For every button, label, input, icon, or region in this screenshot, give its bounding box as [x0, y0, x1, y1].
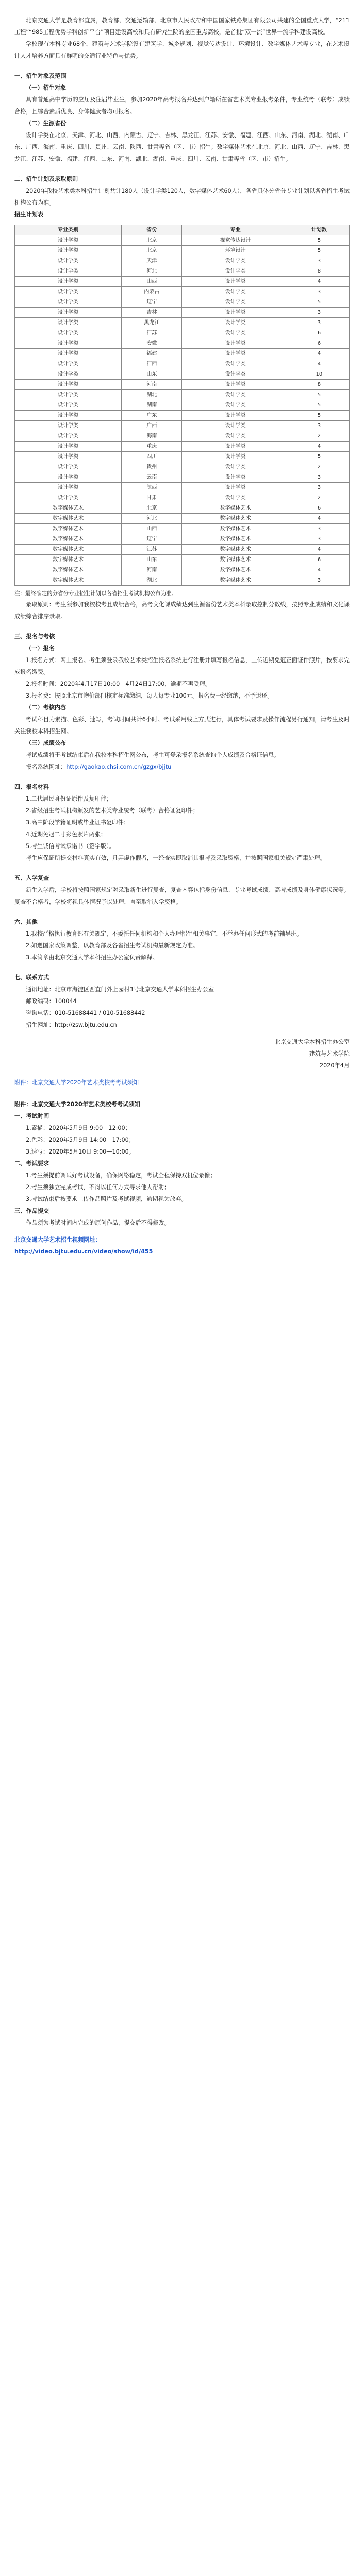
- table-cell: 设计学类: [182, 266, 289, 277]
- intro-paragraph: 学校现有本科专业68个，建筑与艺术学院设有建筑学、城乡规划、视觉传达设计、环境设计、数字媒体艺术等专业，在艺术设计人才培养方面具有鲜明的交通行业特色与优势。: [14, 41, 350, 59]
- table-cell: 福建: [122, 349, 182, 359]
- contact-postcode: 邮政编码：100044: [26, 998, 77, 1005]
- signoff-org: 北京交通大学本科招生办公室: [274, 1039, 350, 1045]
- table-cell: 设计学类: [15, 380, 122, 390]
- table-cell: 设计学类: [182, 493, 289, 503]
- table-cell: 设计学类: [15, 256, 122, 266]
- table-cell: 5: [289, 390, 349, 400]
- table-cell: 环境设计: [182, 246, 289, 256]
- table-row: [15, 277, 350, 287]
- table-cell: 河北: [122, 266, 182, 277]
- table-cell: 江苏: [122, 328, 182, 338]
- appendix-subtitle: 一、考试时间: [14, 1113, 49, 1120]
- table-row: [15, 575, 350, 586]
- appendix-subtitle: 二、考试要求: [14, 1160, 49, 1167]
- document-page: [0, 0, 364, 1267]
- table-cell: 山东: [122, 555, 182, 565]
- subsection-title: （二）考核内容: [26, 704, 67, 711]
- section-title: 七、联系方式: [14, 974, 49, 981]
- table-row: [15, 400, 350, 411]
- contact-web: 招生网址：http://zsw.bjtu.edu.cn: [26, 1022, 117, 1028]
- table-cell: 山西: [122, 524, 182, 534]
- table-cell: 数字媒体艺术: [182, 534, 289, 545]
- table-header: 专业: [182, 225, 289, 235]
- table-cell: 3: [289, 483, 349, 493]
- table-row: [15, 452, 350, 462]
- table-cell: 湖南: [122, 400, 182, 411]
- table-cell: 设计学类: [182, 411, 289, 421]
- table-cell: 设计学类: [182, 452, 289, 462]
- table-cell: 四川: [122, 452, 182, 462]
- table-cell: 3: [289, 472, 349, 483]
- signoff-org2: 建筑与艺术学院: [309, 1050, 350, 1057]
- table-row: [15, 369, 350, 380]
- table-cell: 数字媒体艺术: [15, 565, 122, 575]
- section-title: 三、报名与考核: [14, 633, 55, 640]
- table-cell: 辽宁: [122, 534, 182, 545]
- table-cell: 3: [289, 524, 349, 534]
- table-row: [15, 380, 350, 390]
- table-cell: 设计学类: [182, 349, 289, 359]
- paragraph: 具有普通高中学历的应届及往届毕业生，参加2020年高考报名并达到户籍所在省艺术类专业报考条件，专业统考（联考）成绩合格，且综合素质优良、身体健康者均可报名。: [14, 96, 350, 115]
- table-cell: 设计学类: [182, 328, 289, 338]
- table-row: [15, 297, 350, 308]
- table-cell: 设计学类: [182, 431, 289, 442]
- table-cell: 数字媒体艺术: [182, 555, 289, 565]
- table-cell: 设计学类: [182, 472, 289, 483]
- list-item: 2.色彩：2020年5月9日 14:00—17:00；: [26, 1137, 135, 1143]
- registration-link[interactable]: http://gaokao.chsi.com.cn/gzgx/bjjtu: [66, 764, 172, 770]
- table-cell: 数字媒体艺术: [182, 524, 289, 534]
- video-label: 北京交通大学艺术招生视频网址：: [14, 1236, 101, 1243]
- table-cell: 河南: [122, 565, 182, 575]
- table-cell: 设计学类: [15, 483, 122, 493]
- table-row: [15, 328, 350, 338]
- table-cell: 5: [289, 400, 349, 411]
- table-cell: 设计学类: [182, 256, 289, 266]
- table-cell: 设计学类: [15, 246, 122, 256]
- table-row: [15, 534, 350, 545]
- table-cell: 云南: [122, 472, 182, 483]
- table-cell: 贵州: [122, 462, 182, 472]
- table-cell: 数字媒体艺术: [15, 514, 122, 524]
- table-cell: 湖北: [122, 390, 182, 400]
- table-cell: 8: [289, 380, 349, 390]
- table-cell: 湖北: [122, 575, 182, 586]
- table-cell: 6: [289, 328, 349, 338]
- table-row: [15, 472, 350, 483]
- table-cell: 设计学类: [15, 308, 122, 318]
- table-cell: 数字媒体艺术: [182, 565, 289, 575]
- section-title: 二、招生计划及录取原则: [14, 176, 78, 182]
- list-item: 3.考试结束后按要求上传作品照片及考试视频，逾期视为放弃。: [26, 1196, 187, 1202]
- paragraph: 考试科目为素描、色彩、速写，考试时间共计6小时。考试采用线上方式进行，具体考试要求及操作流程另行通知，请考生及时关注我校本科招生网。: [14, 716, 350, 735]
- paragraph: 考试成绩将于考试结束后在我校本科招生网公布，考生可登录报名系统查询个人成绩及合格证信息。: [26, 752, 280, 758]
- subsection-title: （一）报名: [26, 645, 55, 652]
- table-cell: 数字媒体艺术: [15, 503, 122, 514]
- table-cell: 辽宁: [122, 297, 182, 308]
- table-cell: 4: [289, 277, 349, 287]
- table-row: [15, 411, 350, 421]
- table-cell: 4: [289, 545, 349, 555]
- table-row: [15, 287, 350, 297]
- table-cell: 5: [289, 452, 349, 462]
- table-cell: 4: [289, 565, 349, 575]
- table-cell: 8: [289, 266, 349, 277]
- table-cell: 6: [289, 338, 349, 349]
- table-cell: 内蒙古: [122, 287, 182, 297]
- paragraph: 作品须为考试时间内完成的原创作品，提交后不得修改。: [26, 1219, 170, 1226]
- list-item: 2.考生须独立完成考试，不得以任何方式寻求他人帮助；: [26, 1184, 170, 1191]
- table-cell: 设计学类: [182, 462, 289, 472]
- table-cell: 设计学类: [15, 411, 122, 421]
- video-link[interactable]: http://video.bjtu.edu.cn/video/show/id/455: [14, 1248, 153, 1255]
- table-cell: 3: [289, 421, 349, 431]
- table-cell: 设计学类: [15, 369, 122, 380]
- table-cell: 4: [289, 442, 349, 452]
- table-cell: 重庆: [122, 442, 182, 452]
- list-item: 1.素描：2020年5月9日 9:00—12:00；: [26, 1125, 131, 1131]
- table-row: [15, 503, 350, 514]
- subsection-title: （二）生源省份: [26, 120, 67, 127]
- table-cell: 设计学类: [15, 452, 122, 462]
- table-cell: 3: [289, 575, 349, 586]
- section-title: 一、招生对象及范围: [14, 73, 67, 79]
- table-cell: 数字媒体艺术: [15, 555, 122, 565]
- table-cell: 10: [289, 369, 349, 380]
- appendix-subtitle: 三、作品提交: [14, 1208, 49, 1214]
- table-cell: 设计学类: [15, 431, 122, 442]
- paragraph: 1.我校严格执行教育部有关规定，不委托任何机构和个人办理招生相关事宜，不举办任何形式的考前辅导班。: [26, 930, 303, 937]
- table-cell: 数字媒体艺术: [182, 514, 289, 524]
- table-cell: 设计学类: [15, 328, 122, 338]
- table-cell: 广东: [122, 411, 182, 421]
- table-cell: 3: [289, 287, 349, 297]
- list-item: 1.考生须提前调试好考试设备，确保网络稳定，考试全程保持双机位录像；: [26, 1172, 216, 1179]
- table-title: 招生计划表: [14, 211, 43, 218]
- table-row: [15, 390, 350, 400]
- table-cell: 设计学类: [15, 359, 122, 369]
- table-cell: 设计学类: [15, 235, 122, 246]
- table-cell: 4: [289, 514, 349, 524]
- table-cell: 设计学类: [15, 318, 122, 328]
- table-cell: 设计学类: [15, 442, 122, 452]
- table-cell: 设计学类: [15, 266, 122, 277]
- table-cell: 设计学类: [182, 318, 289, 328]
- table-cell: 视觉传达设计: [182, 235, 289, 246]
- paragraph: 3.报名费：按照北京市物价部门核定标准缴纳，每人每专业100元。报名费一经缴纳，不予退还。: [26, 692, 273, 699]
- table-row: [15, 308, 350, 318]
- table-cell: 江西: [122, 359, 182, 369]
- table-cell: 北京: [122, 246, 182, 256]
- table-row: [15, 266, 350, 277]
- table-cell: 3: [289, 318, 349, 328]
- table-row: [15, 514, 350, 524]
- contact-address: 通讯地址：北京市海淀区西直门外上园村3号北京交通大学本科招生办公室: [26, 986, 214, 993]
- table-row: [15, 256, 350, 266]
- paragraph: 2020年我校艺术类本科招生计划共计180人（设计学类120人，数字媒体艺术60人），各省具体分省分专业计划以各省招生考试机构公布为准。: [14, 188, 350, 206]
- table-row: [15, 555, 350, 565]
- intro-paragraph: 北京交通大学是教育部直属，教育部、交通运输部、北京市人民政府和中国国家铁路集团有限公司共建的全国重点大学，“211工程”“985工程优势学科创新平台”项目建设高校和具有研究生院的全国重点高校，是首批“双一流”世界一流学科建设高校。: [14, 17, 350, 36]
- table-cell: 设计学类: [15, 400, 122, 411]
- table-cell: 设计学类: [15, 349, 122, 359]
- table-cell: 北京: [122, 235, 182, 246]
- table-cell: 甘肃: [122, 493, 182, 503]
- table-cell: 5: [289, 246, 349, 256]
- table-cell: 广西: [122, 421, 182, 431]
- table-row: [15, 524, 350, 534]
- table-cell: 设计学类: [182, 442, 289, 452]
- table-body: [15, 235, 350, 586]
- table-cell: 3: [289, 256, 349, 266]
- table-cell: 数字媒体艺术: [15, 524, 122, 534]
- signoff-date: 2020年4月: [320, 1062, 350, 1069]
- table-cell: 吉林: [122, 308, 182, 318]
- table-cell: 黑龙江: [122, 318, 182, 328]
- subsection-title: （三）成绩公布: [26, 740, 67, 747]
- table-row: [15, 349, 350, 359]
- table-cell: 数字媒体艺术: [15, 545, 122, 555]
- table-cell: 设计学类: [15, 390, 122, 400]
- table-row: [15, 359, 350, 369]
- paragraph: 3.本简章由北京交通大学本科招生办公室负责解释。: [26, 954, 158, 961]
- table-cell: 河北: [122, 514, 182, 524]
- table-cell: 设计学类: [182, 277, 289, 287]
- contact-phone: 咨询电话：010-51688441 / 010-51688442: [26, 1010, 145, 1016]
- paragraph: 1.报名方式：网上报名。考生须登录我校艺术类招生报名系统进行注册并填写报名信息，上传近期免冠正面证件照片，按要求完成报名缴费。: [14, 657, 350, 675]
- table-cell: 数字媒体艺术: [15, 575, 122, 586]
- table-row: [15, 565, 350, 575]
- table-row: [15, 462, 350, 472]
- table-note: 注：最终确定的分省分专业招生计划以各省招生考试机构公布为准。: [14, 590, 177, 597]
- table-cell: 天津: [122, 256, 182, 266]
- table-cell: 设计学类: [182, 400, 289, 411]
- paragraph: 新生入学后，学校将按照国家规定对录取新生进行复查，复查内容包括身份信息、专业考试成绩、高考成绩及身体健康状况等。复查不合格者，学校将视具体情况予以处理，直至取消入学资格。: [14, 887, 350, 905]
- table-cell: 山西: [122, 277, 182, 287]
- table-cell: 设计学类: [182, 421, 289, 431]
- table-cell: 设计学类: [15, 277, 122, 287]
- table-cell: 设计学类: [182, 338, 289, 349]
- table-row: [15, 545, 350, 555]
- table-row: [15, 421, 350, 431]
- table-cell: 设计学类: [182, 483, 289, 493]
- table-cell: 山东: [122, 369, 182, 380]
- table-cell: 设计学类: [182, 287, 289, 297]
- table-cell: 设计学类: [15, 287, 122, 297]
- table-cell: 设计学类: [182, 359, 289, 369]
- table-cell: 2: [289, 462, 349, 472]
- table-cell: 4: [289, 359, 349, 369]
- table-cell: 数字媒体艺术: [182, 545, 289, 555]
- table-cell: 3: [289, 308, 349, 318]
- table-cell: 5: [289, 411, 349, 421]
- paragraph: 录取原则：考生须参加我校校考且成绩合格，高考文化课成绩达到生源省份艺术类本科录取控制分数线，按照专业成绩和文化课成绩综合排序录取。: [14, 601, 350, 620]
- table-cell: 4: [289, 349, 349, 359]
- table-cell: 北京: [122, 503, 182, 514]
- table-cell: 设计学类: [182, 369, 289, 380]
- table-cell: 6: [289, 503, 349, 514]
- table-header: 省份: [122, 225, 182, 235]
- paragraph: 2.如遇国家政策调整，以教育部及各省招生考试机构最新规定为准。: [26, 942, 199, 949]
- table-cell: 设计学类: [15, 338, 122, 349]
- table-cell: 设计学类: [15, 462, 122, 472]
- table-header: 计划数: [289, 225, 349, 235]
- section-title: 四、报名材料: [14, 784, 49, 790]
- paragraph: 设计学类在北京、天津、河北、山西、内蒙古、辽宁、吉林、黑龙江、江苏、安徽、福建、江西、山东、河南、湖北、湖南、广东、广西、海南、重庆、四川、贵州、云南、陕西、甘肃等省（区、市）招生；数字媒体艺术在北京、河北、山西、辽宁、吉林、黑龙江、江苏、安徽、福建、江西、山东、河南、湖北、湖南、重庆、四川、云南、甘肃等省（区、市）招生。: [14, 132, 350, 162]
- table-cell: 2: [289, 493, 349, 503]
- table-cell: 设计学类: [15, 472, 122, 483]
- table-cell: 数字媒体艺术: [182, 575, 289, 586]
- table-row: [15, 246, 350, 256]
- table-cell: 设计学类: [15, 493, 122, 503]
- link-label: 报名系统网址：: [26, 764, 67, 770]
- table-row: [15, 431, 350, 442]
- table-cell: 设计学类: [15, 297, 122, 308]
- table-row: [15, 318, 350, 328]
- table-cell: 设计学类: [182, 380, 289, 390]
- table-cell: 5: [289, 297, 349, 308]
- table-cell: 设计学类: [182, 297, 289, 308]
- section-title: 六、其他: [14, 919, 38, 925]
- appendix-title: 附件：北京交通大学2020年艺术类校考考试须知: [14, 1101, 140, 1108]
- table-row: [15, 442, 350, 452]
- table-cell: 设计学类: [15, 421, 122, 431]
- table-cell: 陕西: [122, 483, 182, 493]
- paragraph: 2.报名时间：2020年4月17日10:00—4月24日17:00，逾期不再受理。: [26, 681, 211, 687]
- table-cell: 3: [289, 534, 349, 545]
- list-item: 3.高中阶段学籍证明或毕业证书复印件；: [26, 819, 129, 826]
- list-item: 5.考生诚信考试承诺书（签字版）。: [26, 843, 115, 850]
- table-cell: 6: [289, 555, 349, 565]
- table-row: [15, 483, 350, 493]
- attachment-link[interactable]: 附件：北京交通大学2020年艺术类校考考试须知: [14, 1079, 139, 1086]
- enrollment-table: [14, 225, 350, 586]
- table-cell: 设计学类: [182, 390, 289, 400]
- table-row: [15, 493, 350, 503]
- table-row: [15, 338, 350, 349]
- subsection-title: （一）招生对象: [26, 84, 67, 91]
- table-cell: 江苏: [122, 545, 182, 555]
- table-cell: 河南: [122, 380, 182, 390]
- list-item: 1.二代居民身份证原件及复印件；: [26, 795, 112, 802]
- table-cell: 海南: [122, 431, 182, 442]
- table-header: 专业类别: [15, 225, 122, 235]
- list-item: 3.速写：2020年5月10日 9:00—10:00。: [26, 1148, 135, 1155]
- table-cell: 安徽: [122, 338, 182, 349]
- table-cell: 设计学类: [182, 308, 289, 318]
- table-cell: 2: [289, 431, 349, 442]
- paragraph: 考生应保证所提交材料真实有效，凡弄虚作假者，一经查实即取消其报考及录取资格，并按照国家相关规定严肃处理。: [26, 855, 326, 861]
- table-cell: 数字媒体艺术: [182, 503, 289, 514]
- table-row: [15, 235, 350, 246]
- list-item: 2.省级招生考试机构颁发的艺术类专业统考（联考）合格证复印件；: [26, 807, 199, 814]
- section-title: 五、入学复查: [14, 875, 49, 882]
- table-cell: 数字媒体艺术: [15, 534, 122, 545]
- table-cell: 5: [289, 235, 349, 246]
- list-item: 4.近期免冠二寸彩色照片两张；: [26, 831, 107, 838]
